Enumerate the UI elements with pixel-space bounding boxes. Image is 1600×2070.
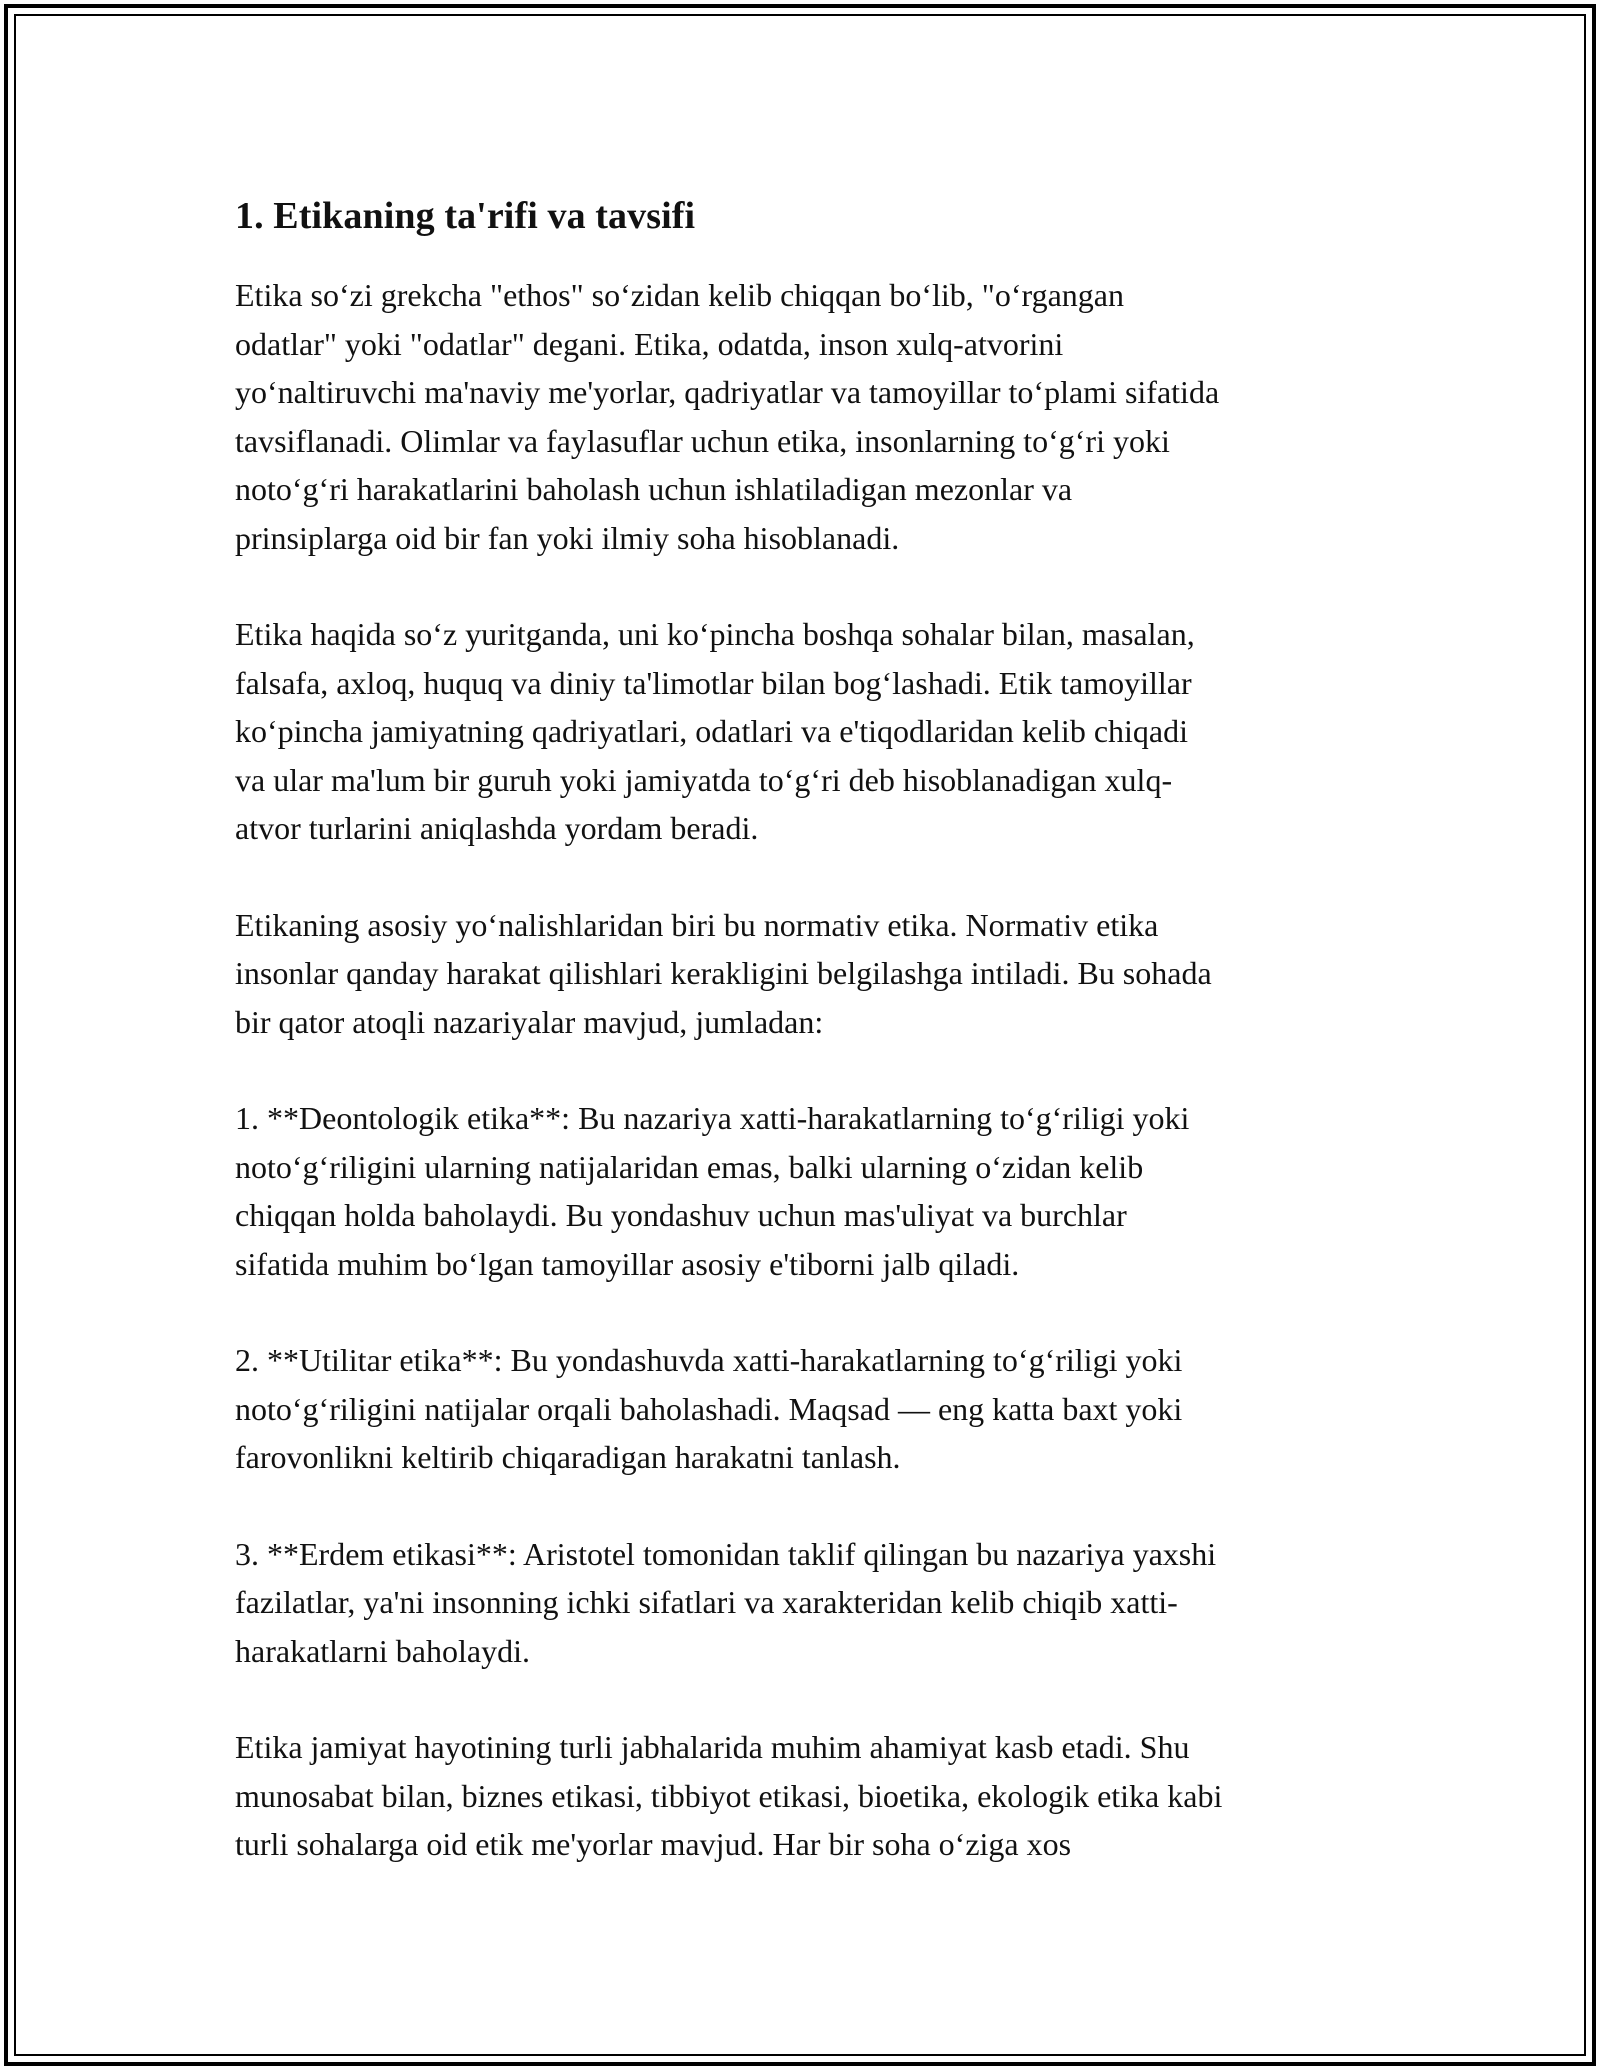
paragraph-etymology: Etika so‘zi grekcha "ethos" so‘zidan kelib chiqqan bo‘lib, "o‘rgangan odatlar" yoki "odatlar" degani. Etika, odatda, inson xulq-atvorini yo‘naltiruvchi ma'naviy me'yorlar, qadriyatlar va tamoyillar to‘plami sifatida tavsiflanadi. Olimlar va faylasuflar uchun etika, insonlarning to‘g‘ri yoki noto‘g‘ri harakatlarini baholash uchun ishlatiladigan mezonlar va prinsiplarga oid bir fan yoki ilmiy soha hisoblanadi.: [235, 277, 1220, 556]
list-item-deontological: 1. **Deontologik etika**: Bu nazariya xatti-harakatlarning to‘g‘riligi yoki noto‘g‘riligini ularning natijalaridan emas, balki ularning o‘zidan kelib chiqqan holda baholaydi. Bu yondashuv uchun mas'uliyat va burchlar sifatida muhim bo‘lgan tamoyillar asosiy e'tiborni jalb qiladi.: [235, 1100, 1190, 1282]
paragraph-applied-ethics: Etika jamiyat hayotining turli jabhalarida muhim ahamiyat kasb etadi. Shu munosabat bilan, biznes etikasi, tibbiyot etikasi, bioetika, ekologik etika kabi turli sohalarga oid etik me'yorlar mavjud. Har bir soha o‘ziga xos: [235, 1729, 1223, 1862]
paragraph-normative-ethics: Etikaning asosiy yo‘nalishlaridan biri bu normativ etika. Normativ etika insonlar qanday harakat qilishlari kerakligini belgilashga intiladi. Bu sohada bir qator atoqli nazariyalar mavjud, jumladan:: [235, 906, 1212, 1040]
paragraph-related-fields: Etika haqida so‘z yuritganda, uni ko‘pincha boshqa sohalar bilan, masalan, falsafa, axloq, huquq va diniy ta'limotlar bilan bog‘lashadi. Etik tamoyillar ko‘pincha jamiyatning qadriyatlari, odatlari va e'tiqodlaridan kelib chiqadi va ular ma'lum bir guruh yoki jamiyatda to‘g‘ri deb hisoblanadigan xulq- atvor turlarini aniqlashda yordam beradi.: [235, 616, 1195, 846]
list-item-virtue: 3. **Erdem etikasi**: Aristotel tomonidan taklif qilingan bu nazariya yaxshi fazilatlar, ya'ni insonning ichki sifatlari va xarakteridan kelib chiqib xatti- harakatlarni baholaydi.: [235, 1535, 1217, 1669]
section-heading: 1. Etikaning ta'rifi va tavsifi: [235, 195, 696, 237]
list-item-utilitarian: 2. **Utilitar etika**: Bu yondashuvda xatti-harakatlarning to‘g‘riligi yoki noto‘g‘riligini natijalar orqali baholashadi. Maqsad — eng katta baxt yoki farovonlikni keltirib chiqaradigan harakatni tanlash.: [235, 1342, 1183, 1475]
document-body: [235, 185, 1380, 1869]
